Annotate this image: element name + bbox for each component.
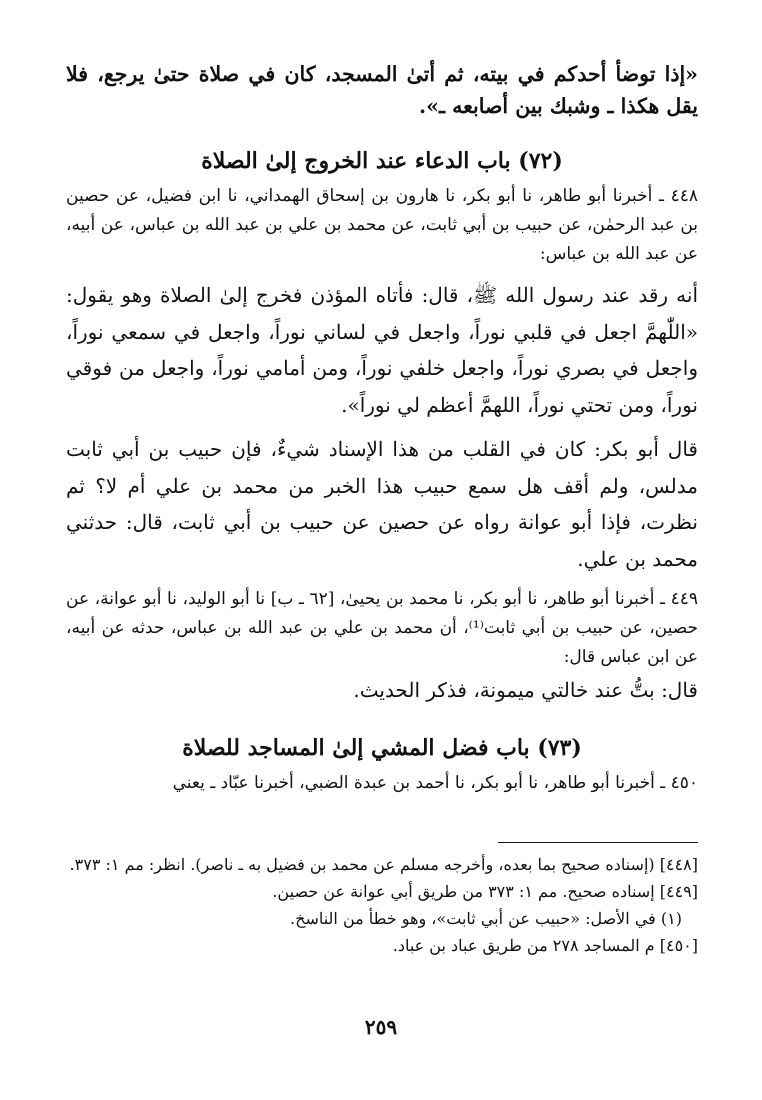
chapter-heading-73: (٧٣) باب فضل المشي إلىٰ المساجد للصلاة: [182, 734, 582, 761]
hadith-449-isnad: ٤٤٩ ـ أخبرنا أبو طاهر، نا أبو بكر، نا محمد بن يحيىٰ، [٦٢ ـ ب] نا أبو الوليد، نا أبو عوانة، عن حصين، عن حبيب بن أبي ثابت⁽¹⁾، أن محمد بن علي بن عبد الله بن عباس، حدثه عن أبيه، عن ابن عباس قال:: [66, 589, 698, 667]
footnote-448: [٤٤٨] (إسناده صحيح بما بعده، وأخرجه مسلم عن محمد بن فضيل به ـ ناصر). انظر: مم ١: ٣٧٣.: [69, 854, 698, 874]
footnote-450: [٤٥٠] م المساجد ٢٧٨ من طريق عباد بن عباد.: [392, 935, 698, 955]
footnote-separator: [498, 842, 698, 843]
hadith-448-isnad: ٤٤٨ ـ أخبرنا أبو طاهر، نا أبو بكر، نا هارون بن إسحاق الهمداني، نا ابن فضيل، عن حصين بن عبد الرحمٰن، عن حبيب بن أبي ثابت، عن محمد بن علي بن عبد الله بن عباس، عن أبيه، عن عبد الله بن عباس:: [66, 186, 698, 264]
abu-bakr-comment: قال أبو بكر: كان في القلب من هذا الإسناد شيءٌ، فإن حبيب بن أبي ثابت مدلس، ولم أقف هل سمع حبيب هذا الخبر من محمد بن علي أم لا؟ ثم نظرت، فإذا أبو عوانة رواه عن حصين عن حبيب بن أبي ثابت، قال: حدثني محمد بن علي.: [66, 437, 698, 571]
hadith-449-matn: قال: بتُّ عند خالتي ميمونة، فذكر الحديث.: [353, 678, 698, 702]
footnote-449: [٤٤٩] إسناده صحيح. مم ١: ٣٧٣ من طريق أبي عوانة عن حصين.: [272, 881, 698, 901]
hadith-450-isnad: ٤٥٠ ـ أخبرنا أبو طاهر، نا أبو بكر، نا أحمد بن عبدة الضبي، أخبرنا عبّاد ـ يعني: [172, 772, 698, 793]
hadith-448-matn: أنه رقد عند رسول الله ﷺ، قال: فأتاه المؤذن فخرج إلىٰ الصلاة وهو يقول: «اللّٰهمَّ اجعل في قلبي نوراً، واجعل في لساني نوراً، واجعل في سمعي نوراً، واجعل في بصري نوراً، واجعل خلفي نوراً، ومن أمامي نوراً، واجعل من فوقي نوراً، ومن تحتي نوراً، اللهمَّ أعظم لي نوراً».: [66, 283, 698, 417]
page-number: ٢٥٩: [364, 1015, 398, 1039]
footnote-1: (١) في الأصل: «حبيب عن أبي ثابت»، وهو خطأ من الناسخ.: [290, 908, 682, 928]
chapter-heading-72: (٧٢) باب الدعاء عند الخروج إلىٰ الصلاة: [201, 148, 563, 174]
opening-hadith-text: «إذا توضأ أحدكم في بيته، ثم أتىٰ المسجد، كان في صلاة حتىٰ يرجع، فلا يقل هكذا ـ وشبك بين أصابعه ـ».: [66, 62, 698, 118]
